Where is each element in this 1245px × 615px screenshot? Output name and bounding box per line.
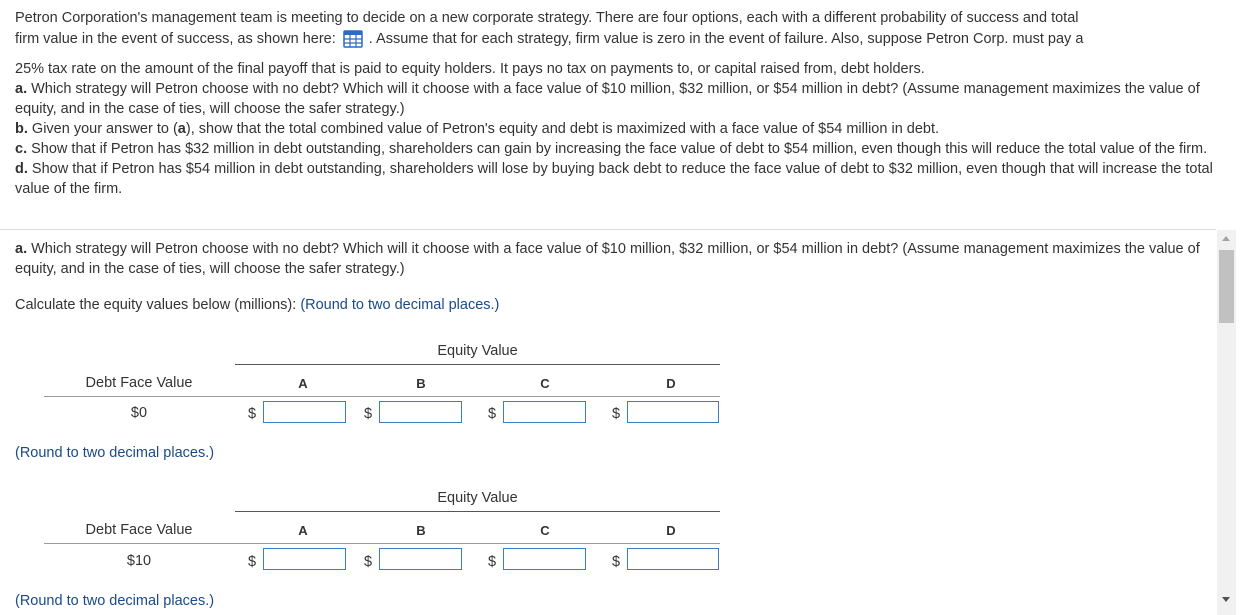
column-header-b: B [416,376,426,391]
current-question [15,239,1210,279]
currency-symbol: $ [248,554,257,570]
debt-face-value-header: Debt Face Value [85,522,193,538]
currency-symbol: $ [488,406,497,422]
debt-face-value-header: Debt Face Value [85,375,193,391]
debt-row-label: $10 [126,553,152,569]
header-underline [44,396,720,397]
header-underline [44,543,720,544]
part-c-text: Show that if Petron has $32 million in debt outstanding, shareholders can gain by increasing the face value of debt to $54 million, even though this will reduce the total value of the firm. [27,141,1208,157]
part-b-text-1: Given your answer to ( [27,121,178,137]
equity-value-title: Equity Value [437,343,518,359]
instruction [15,297,499,313]
part-b-label: b. [15,121,28,137]
currency-symbol: $ [612,406,621,422]
column-header-a: A [298,376,308,391]
problem-line-1: Petron Corporation's management team is meeting to decide on a new corporate strategy. There are four options, each with a different probability of success and total [15,10,1079,26]
part-d-text: Show that if Petron has $54 million in debt outstanding, shareholders will lose by buying back debt to reduce the face value of debt to $32 million, even though that will increase the total value of the firm. [15,161,1213,197]
problem-line-3: 25% tax rate on the amount of the final payoff that is paid to equity holders. It pays no tax on payments to, or capital raised from, debt holders. [15,61,925,77]
instruction-text: Calculate the equity values below (millions): [15,297,297,313]
currency-symbol: $ [364,554,373,570]
part-a-label: a. [15,81,28,97]
currency-symbol: $ [488,554,497,570]
round-hint: (Round to two decimal places.) [15,445,215,461]
equity-input-d-debt-10[interactable] [627,548,719,570]
round-hint: (Round to two decimal places.) [15,593,215,609]
scroll-up-arrow-icon[interactable] [1222,236,1230,241]
column-header-d: D [666,523,676,538]
column-header-a: A [298,523,308,538]
scroll-down-arrow-icon[interactable] [1222,597,1230,602]
equity-input-d-debt-0[interactable] [627,401,719,423]
equity-input-a-debt-0[interactable] [263,401,346,423]
problem-line-2-rest: . Assume that for each strategy, firm value is zero in the event of failure. Also, suppose Petron Corp. must pay a [368,31,1084,47]
question-a-text: Which strategy will Petron choose with no debt? Which will it choose with a face value of $10 million, $32 million, or $54 million in debt? (Assume management maximizes the value of equity, and in the case of ties, will choose the safer strategy.) [15,241,1200,277]
part-b [15,119,1230,139]
scrollbar-thumb[interactable] [1219,250,1234,323]
currency-symbol: $ [248,406,257,422]
data-table-icon[interactable] [342,29,364,49]
problem-statement [15,8,1230,199]
column-header-d: D [666,376,676,391]
column-header-c: C [540,376,550,391]
equity-title-underline [235,364,720,365]
question-a-label: a. [15,241,28,257]
equity-input-b-debt-10[interactable] [379,548,462,570]
equity-input-c-debt-0[interactable] [503,401,586,423]
equity-title-underline [235,511,720,512]
instruction-hint: (Round to two decimal places.) [300,297,500,313]
problem-line-2-text: firm value in the event of success, as shown here: [15,31,336,47]
part-a-text: Which strategy will Petron choose with no debt? Which will it choose with a face value of $10 million, $32 million, or $54 million in debt? (Assume management maximizes the value of equity, and in the case of ties, will choose the safer strategy.) [15,81,1200,117]
part-c [15,139,1230,159]
part-a [15,79,1230,119]
equity-input-c-debt-10[interactable] [503,548,586,570]
problem-line-2 [15,28,1230,50]
column-header-b: B [416,523,426,538]
debt-row-label: $0 [130,405,148,421]
equity-input-b-debt-0[interactable] [379,401,462,423]
section-divider [0,229,1216,230]
part-d-label: d. [15,161,28,177]
part-b-text-2: ), show that the total combined value of Petron's equity and debt is maximized with a face value of $54 million in debt. [185,121,940,137]
part-d [15,159,1230,199]
equity-value-title: Equity Value [437,490,518,506]
equity-input-a-debt-10[interactable] [263,548,346,570]
currency-symbol: $ [612,554,621,570]
part-c-label: c. [15,141,28,157]
currency-symbol: $ [364,406,373,422]
part-b-ref: a [177,121,186,137]
column-header-c: C [540,523,550,538]
